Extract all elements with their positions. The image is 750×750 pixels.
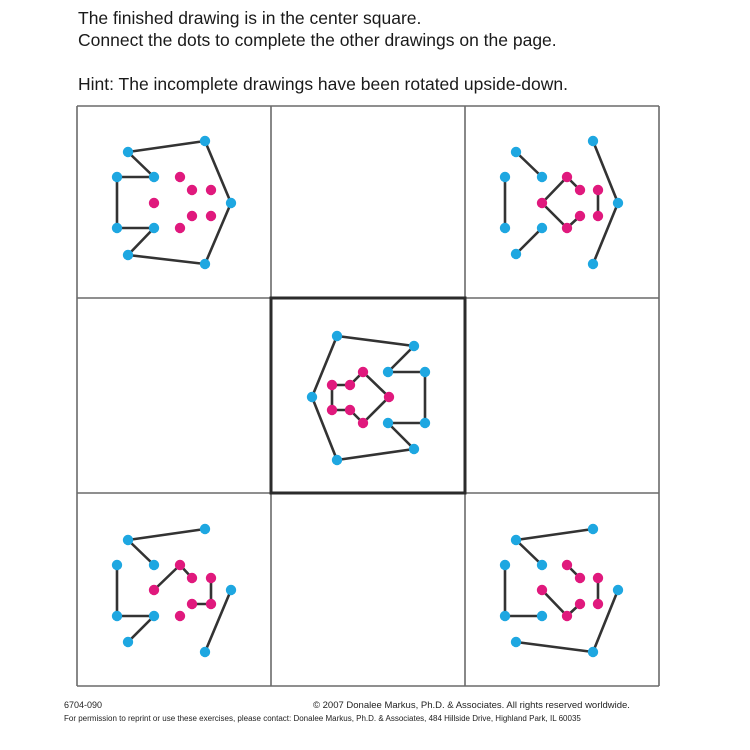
blue-dot[interactable] xyxy=(383,367,393,377)
connecting-line xyxy=(154,565,192,590)
connecting-line xyxy=(128,529,205,565)
pink-dot[interactable] xyxy=(358,367,368,377)
pink-dot[interactable] xyxy=(575,573,585,583)
pink-dot[interactable] xyxy=(345,405,355,415)
hint-text: Hint: The incomplete drawings have been rotated upside-down. xyxy=(78,74,568,94)
pink-dot[interactable] xyxy=(149,585,159,595)
pink-dot[interactable] xyxy=(175,172,185,182)
center-square-frame xyxy=(271,298,465,493)
pink-dot[interactable] xyxy=(175,611,185,621)
blue-dot[interactable] xyxy=(200,136,210,146)
copyright-text: © 2007 Donalee Markus, Ph.D. & Associates. All rights reserved worldwide. xyxy=(313,700,630,711)
pink-dot[interactable] xyxy=(149,198,159,208)
cell-center xyxy=(307,331,430,465)
grid-lines xyxy=(77,106,659,686)
blue-dot[interactable] xyxy=(226,585,236,595)
drawing-cells xyxy=(112,136,623,657)
pink-dot[interactable] xyxy=(187,599,197,609)
blue-dot[interactable] xyxy=(307,392,317,402)
connecting-line xyxy=(332,372,389,423)
connecting-line xyxy=(312,336,425,460)
pink-dot[interactable] xyxy=(345,380,355,390)
blue-dot[interactable] xyxy=(420,418,430,428)
pink-dot[interactable] xyxy=(327,405,337,415)
blue-dot[interactable] xyxy=(200,647,210,657)
pink-dot[interactable] xyxy=(593,573,603,583)
permission-text: For permission to reprint or use these exercises, please contact: Donalee Markus, Ph.D. & Associates, 484 Hillside Drive, Highland Park, IL 60035 xyxy=(64,714,581,723)
connecting-line xyxy=(117,565,154,642)
connecting-line xyxy=(516,152,542,177)
cell-bottom-right xyxy=(500,524,623,657)
pink-dot[interactable] xyxy=(593,599,603,609)
instruction-line-1: The finished drawing is in the center square. xyxy=(78,8,422,28)
pink-dot[interactable] xyxy=(575,185,585,195)
blue-dot[interactable] xyxy=(112,172,122,182)
pink-dot[interactable] xyxy=(537,198,547,208)
pink-dot[interactable] xyxy=(187,211,197,221)
pink-dot[interactable] xyxy=(593,211,603,221)
blue-dot[interactable] xyxy=(123,147,133,157)
cell-top-right xyxy=(500,136,623,269)
connecting-line xyxy=(117,141,231,264)
blue-dot[interactable] xyxy=(537,223,547,233)
blue-dot[interactable] xyxy=(123,535,133,545)
blue-dot[interactable] xyxy=(588,136,598,146)
pink-dot[interactable] xyxy=(175,560,185,570)
exercise-code: 6704-090 xyxy=(64,700,103,710)
blue-dot[interactable] xyxy=(537,611,547,621)
cell-top-left xyxy=(112,136,236,269)
pink-dot[interactable] xyxy=(206,185,216,195)
blue-dot[interactable] xyxy=(537,560,547,570)
pink-dot[interactable] xyxy=(327,380,337,390)
instruction-line-2: Connect the dots to complete the other drawings on the page. xyxy=(78,30,557,50)
blue-dot[interactable] xyxy=(123,637,133,647)
pink-dot[interactable] xyxy=(575,599,585,609)
blue-dot[interactable] xyxy=(112,611,122,621)
pink-dot[interactable] xyxy=(206,573,216,583)
pink-dot[interactable] xyxy=(175,223,185,233)
blue-dot[interactable] xyxy=(409,444,419,454)
blue-dot[interactable] xyxy=(123,250,133,260)
pink-dot[interactable] xyxy=(187,185,197,195)
pink-dot[interactable] xyxy=(537,585,547,595)
blue-dot[interactable] xyxy=(420,367,430,377)
center-square-border xyxy=(271,298,465,493)
blue-dot[interactable] xyxy=(200,259,210,269)
blue-dot[interactable] xyxy=(149,611,159,621)
connecting-line xyxy=(542,590,580,616)
pink-dot[interactable] xyxy=(562,560,572,570)
pink-dot[interactable] xyxy=(384,392,394,402)
blue-dot[interactable] xyxy=(409,341,419,351)
blue-dot[interactable] xyxy=(511,147,521,157)
blue-dot[interactable] xyxy=(511,637,521,647)
connecting-line xyxy=(516,529,593,565)
blue-dot[interactable] xyxy=(511,249,521,259)
connecting-line xyxy=(542,177,580,228)
blue-dot[interactable] xyxy=(613,585,623,595)
blue-dot[interactable] xyxy=(200,524,210,534)
cell-bottom-left xyxy=(112,524,236,657)
pink-dot[interactable] xyxy=(358,418,368,428)
blue-dot[interactable] xyxy=(112,223,122,233)
pink-dot[interactable] xyxy=(187,573,197,583)
blue-dot[interactable] xyxy=(332,331,342,341)
connecting-line xyxy=(505,565,542,616)
blue-dot[interactable] xyxy=(537,172,547,182)
blue-dot[interactable] xyxy=(613,198,623,208)
blue-dot[interactable] xyxy=(149,560,159,570)
blue-dot[interactable] xyxy=(226,198,236,208)
pink-dot[interactable] xyxy=(562,611,572,621)
blue-dot[interactable] xyxy=(332,455,342,465)
blue-dot[interactable] xyxy=(500,172,510,182)
pink-dot[interactable] xyxy=(593,185,603,195)
blue-dot[interactable] xyxy=(500,223,510,233)
blue-dot[interactable] xyxy=(149,172,159,182)
blue-dot[interactable] xyxy=(588,524,598,534)
blue-dot[interactable] xyxy=(588,259,598,269)
pink-dot[interactable] xyxy=(206,599,216,609)
blue-dot[interactable] xyxy=(511,535,521,545)
pink-dot[interactable] xyxy=(575,211,585,221)
pink-dot[interactable] xyxy=(562,223,572,233)
blue-dot[interactable] xyxy=(500,560,510,570)
blue-dot[interactable] xyxy=(500,611,510,621)
connecting-line xyxy=(516,228,542,254)
pink-dot[interactable] xyxy=(206,211,216,221)
blue-dot[interactable] xyxy=(112,560,122,570)
blue-dot[interactable] xyxy=(149,223,159,233)
blue-dot[interactable] xyxy=(383,418,393,428)
pink-dot[interactable] xyxy=(562,172,572,182)
blue-dot[interactable] xyxy=(588,647,598,657)
